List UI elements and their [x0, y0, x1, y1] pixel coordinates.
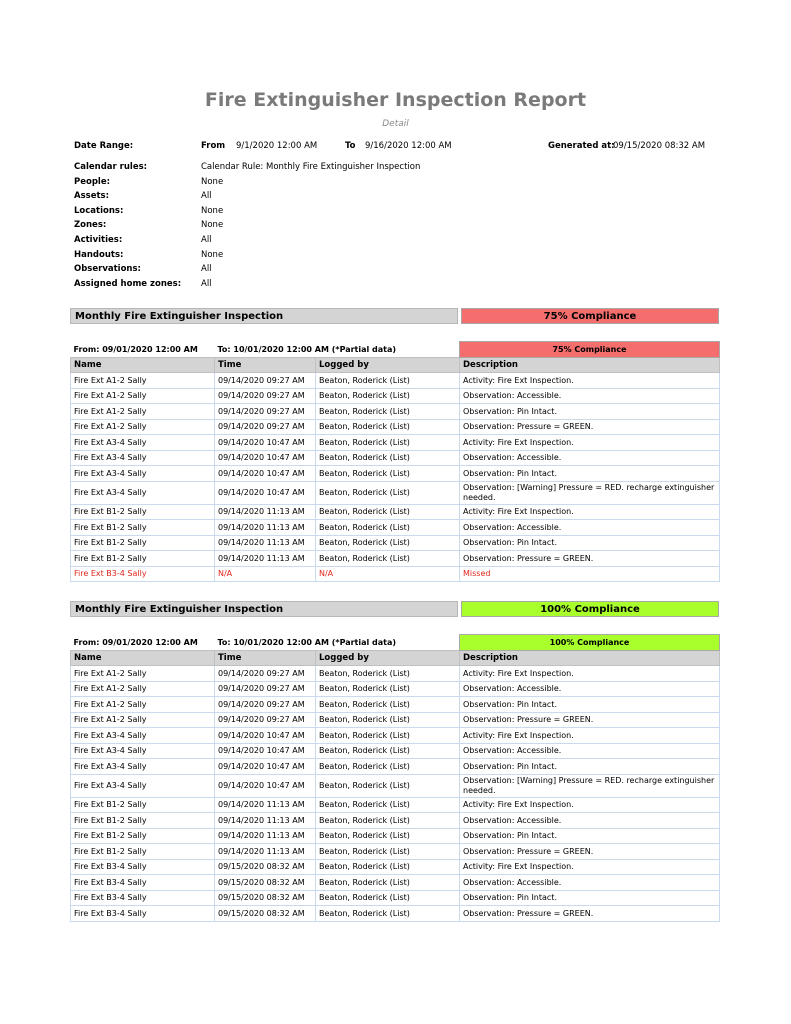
inspection-table	[70, 341, 720, 582]
section-title-bar: Monthly Fire Extinguisher Inspection	[70, 308, 458, 324]
cell-name: Fire Ext A3-4 Sally	[71, 435, 215, 451]
cell-name: Fire Ext B1-2 Sally	[71, 813, 215, 829]
cell-description: Activity: Fire Ext Inspection.	[460, 728, 720, 744]
cell-time: N/A	[215, 566, 316, 582]
cell-description: Observation: Accessible.	[460, 813, 720, 829]
cell-description: Activity: Fire Ext Inspection.	[460, 373, 720, 389]
cell-logged-by: Beaton, Roderick (List)	[316, 504, 460, 520]
section-title-bar: Monthly Fire Extinguisher Inspection	[70, 601, 458, 617]
from-label: From	[201, 141, 226, 151]
cell-name: Fire Ext B1-2 Sally	[71, 535, 215, 551]
cell-name: Fire Ext B3-4 Sally	[71, 859, 215, 875]
cell-description: Observation: Pressure = GREEN.	[460, 712, 720, 728]
cell-description: Observation: Accessible.	[460, 743, 720, 759]
range-from: From: 09/01/2020 12:00 AM	[73, 344, 198, 354]
filter-label: Handouts:	[74, 249, 124, 260]
cell-description: Observation: [Warning] Pressure = RED. recharge extinguisher needed.	[460, 774, 720, 797]
report-subtitle: Detail	[382, 119, 409, 129]
cell-logged-by: Beaton, Roderick (List)	[316, 388, 460, 404]
range-to: To: 10/01/2020 12:00 AM (*Partial data)	[217, 637, 397, 647]
date-range-label: Date Range:	[74, 141, 134, 151]
column-header: Time	[215, 651, 316, 666]
generated-label: Generated at:	[548, 141, 615, 151]
cell-logged-by: Beaton, Roderick (List)	[316, 450, 460, 466]
cell-description: Activity: Fire Ext Inspection.	[460, 859, 720, 875]
cell-logged-by: Beaton, Roderick (List)	[316, 906, 460, 922]
cell-description: Activity: Fire Ext Inspection.	[460, 435, 720, 451]
range-from: From: 09/01/2020 12:00 AM	[73, 637, 198, 647]
cell-logged-by: Beaton, Roderick (List)	[316, 828, 460, 844]
cell-logged-by: Beaton, Roderick (List)	[316, 859, 460, 875]
cell-name: Fire Ext A3-4 Sally	[71, 743, 215, 759]
cell-logged-by: Beaton, Roderick (List)	[316, 697, 460, 713]
date-range-row	[71, 342, 720, 358]
cell-description: Activity: Fire Ext Inspection.	[460, 504, 720, 520]
cell-time: 09/14/2020 09:27 AM	[215, 373, 316, 389]
compliance-badge: 75% Compliance	[461, 308, 719, 324]
cell-logged-by: Beaton, Roderick (List)	[316, 681, 460, 697]
cell-description: Observation: Pressure = GREEN.	[460, 551, 720, 567]
cell-description: Observation: Accessible.	[460, 388, 720, 404]
cell-time: 09/14/2020 11:13 AM	[215, 844, 316, 860]
table-row	[71, 504, 720, 520]
table-row	[71, 373, 720, 389]
cell-time: 09/14/2020 11:13 AM	[215, 535, 316, 551]
cell-description: Observation: Accessible.	[460, 520, 720, 536]
generated-value: 09/15/2020 08:32 AM	[613, 141, 706, 151]
cell-logged-by: Beaton, Roderick (List)	[316, 759, 460, 775]
table-row	[71, 813, 720, 829]
column-header: Description	[460, 651, 720, 666]
cell-logged-by: Beaton, Roderick (List)	[316, 743, 460, 759]
date-range-row	[71, 635, 720, 651]
cell-logged-by: Beaton, Roderick (List)	[316, 535, 460, 551]
column-header: Name	[71, 651, 215, 666]
table-row	[71, 435, 720, 451]
cell-time: 09/14/2020 09:27 AM	[215, 712, 316, 728]
filter-label: Assets:	[74, 191, 109, 202]
cell-logged-by: Beaton, Roderick (List)	[316, 890, 460, 906]
cell-description: Observation: Pin Intact.	[460, 404, 720, 420]
cell-description: Observation: Accessible.	[460, 450, 720, 466]
cell-time: 09/15/2020 08:32 AM	[215, 859, 316, 875]
table-row	[71, 566, 720, 582]
cell-time: 09/14/2020 09:27 AM	[215, 697, 316, 713]
table-header-row	[71, 358, 720, 373]
cell-time: 09/14/2020 11:13 AM	[215, 813, 316, 829]
filter-value: All	[201, 191, 212, 202]
cell-time: 09/15/2020 08:32 AM	[215, 890, 316, 906]
cell-name: Fire Ext B1-2 Sally	[71, 520, 215, 536]
cell-description: Missed	[460, 566, 720, 582]
filter-value: None	[201, 176, 224, 187]
cell-name: Fire Ext B3-4 Sally	[71, 890, 215, 906]
cell-name: Fire Ext A3-4 Sally	[71, 759, 215, 775]
cell-description: Observation: Pin Intact.	[460, 828, 720, 844]
column-header: Name	[71, 358, 215, 373]
cell-time: 09/14/2020 11:13 AM	[215, 828, 316, 844]
cell-time: 09/14/2020 09:27 AM	[215, 404, 316, 420]
cell-name: Fire Ext B1-2 Sally	[71, 551, 215, 567]
filter-value: All	[201, 278, 212, 289]
filter-label: Calendar rules:	[74, 162, 148, 172]
table-row	[71, 906, 720, 922]
cell-time: 09/14/2020 10:47 AM	[215, 435, 316, 451]
cell-logged-by: Beaton, Roderick (List)	[316, 419, 460, 435]
table-row	[71, 875, 720, 891]
cell-name: Fire Ext B3-4 Sally	[71, 906, 215, 922]
table-row	[71, 450, 720, 466]
table-row	[71, 890, 720, 906]
report-title: Fire Extinguisher Inspection Report	[204, 89, 587, 111]
cell-name: Fire Ext B1-2 Sally	[71, 844, 215, 860]
cell-name: Fire Ext A1-2 Sally	[71, 388, 215, 404]
cell-time: 09/14/2020 11:13 AM	[215, 797, 316, 813]
cell-logged-by: Beaton, Roderick (List)	[316, 373, 460, 389]
cell-time: 09/14/2020 10:47 AM	[215, 759, 316, 775]
table-row	[71, 712, 720, 728]
filter-value: All	[201, 235, 212, 245]
cell-logged-by: Beaton, Roderick (List)	[316, 520, 460, 536]
cell-time: 09/14/2020 11:13 AM	[215, 520, 316, 536]
cell-name: Fire Ext A3-4 Sally	[71, 774, 215, 797]
cell-name: Fire Ext A1-2 Sally	[71, 681, 215, 697]
filter-label: Observations:	[74, 264, 141, 275]
range-compliance-badge: 75% Compliance	[460, 342, 720, 358]
cell-description: Observation: Pin Intact.	[460, 890, 720, 906]
cell-name: Fire Ext B1-2 Sally	[71, 828, 215, 844]
filter-value: None	[201, 220, 224, 231]
cell-time: 09/14/2020 10:47 AM	[215, 450, 316, 466]
to-label: To	[345, 141, 356, 151]
table-row	[71, 681, 720, 697]
table-row	[71, 844, 720, 860]
table-row	[71, 697, 720, 713]
table-row	[71, 388, 720, 404]
cell-logged-by: N/A	[316, 566, 460, 582]
to-value: 9/16/2020 12:00 AM	[365, 141, 452, 151]
column-header: Logged by	[316, 358, 460, 373]
cell-logged-by: Beaton, Roderick (List)	[316, 875, 460, 891]
cell-description: Activity: Fire Ext Inspection.	[460, 797, 720, 813]
cell-time: 09/14/2020 11:13 AM	[215, 504, 316, 520]
cell-time: 09/14/2020 11:13 AM	[215, 551, 316, 567]
cell-logged-by: Beaton, Roderick (List)	[316, 666, 460, 682]
cell-logged-by: Beaton, Roderick (List)	[316, 404, 460, 420]
range-to: To: 10/01/2020 12:00 AM (*Partial data)	[217, 344, 397, 354]
table-row	[71, 774, 720, 797]
cell-description: Observation: Accessible.	[460, 875, 720, 891]
cell-time: 09/14/2020 10:47 AM	[215, 481, 316, 504]
cell-name: Fire Ext A3-4 Sally	[71, 466, 215, 482]
cell-logged-by: Beaton, Roderick (List)	[316, 728, 460, 744]
filter-label: Assigned home zones:	[74, 278, 182, 289]
cell-time: 09/14/2020 10:47 AM	[215, 728, 316, 744]
cell-name: Fire Ext A3-4 Sally	[71, 450, 215, 466]
cell-name: Fire Ext B3-4 Sally	[71, 566, 215, 582]
filter-value: None	[201, 249, 224, 260]
cell-logged-by: Beaton, Roderick (List)	[316, 435, 460, 451]
cell-time: 09/14/2020 09:27 AM	[215, 681, 316, 697]
range-compliance-badge: 100% Compliance	[460, 635, 720, 651]
filter-value: Calendar Rule: Monthly Fire Extinguisher Inspection	[201, 162, 421, 172]
from-value: 9/1/2020 12:00 AM	[236, 141, 318, 151]
cell-name: Fire Ext A1-2 Sally	[71, 712, 215, 728]
cell-description: Observation: Pin Intact.	[460, 759, 720, 775]
cell-name: Fire Ext B1-2 Sally	[71, 504, 215, 520]
cell-description: Observation: Pressure = GREEN.	[460, 419, 720, 435]
table-row	[71, 759, 720, 775]
filter-label: Zones:	[74, 220, 107, 231]
table-row	[71, 859, 720, 875]
table-row	[71, 828, 720, 844]
table-row	[71, 743, 720, 759]
cell-time: 09/14/2020 09:27 AM	[215, 666, 316, 682]
cell-time: 09/15/2020 08:32 AM	[215, 906, 316, 922]
filter-value: None	[201, 205, 224, 216]
cell-name: Fire Ext A3-4 Sally	[71, 481, 215, 504]
table-row	[71, 666, 720, 682]
inspection-table	[70, 634, 720, 922]
cell-logged-by: Beaton, Roderick (List)	[316, 813, 460, 829]
cell-name: Fire Ext A1-2 Sally	[71, 666, 215, 682]
cell-name: Fire Ext A1-2 Sally	[71, 373, 215, 389]
cell-description: Observation: [Warning] Pressure = RED. recharge extinguisher needed.	[460, 481, 720, 504]
cell-logged-by: Beaton, Roderick (List)	[316, 797, 460, 813]
filter-label: Activities:	[74, 235, 123, 245]
table-row	[71, 728, 720, 744]
cell-description: Observation: Pressure = GREEN.	[460, 906, 720, 922]
compliance-badge: 100% Compliance	[461, 601, 719, 617]
table-row	[71, 797, 720, 813]
cell-time: 09/14/2020 10:47 AM	[215, 743, 316, 759]
cell-time: 09/14/2020 10:47 AM	[215, 774, 316, 797]
cell-description: Observation: Pin Intact.	[460, 466, 720, 482]
cell-name: Fire Ext B1-2 Sally	[71, 797, 215, 813]
cell-time: 09/14/2020 09:27 AM	[215, 388, 316, 404]
cell-name: Fire Ext B3-4 Sally	[71, 875, 215, 891]
cell-description: Observation: Pressure = GREEN.	[460, 844, 720, 860]
table-row	[71, 466, 720, 482]
table-row	[71, 551, 720, 567]
cell-time: 09/15/2020 08:32 AM	[215, 875, 316, 891]
table-row	[71, 481, 720, 504]
table-row	[71, 419, 720, 435]
cell-logged-by: Beaton, Roderick (List)	[316, 712, 460, 728]
table-row	[71, 404, 720, 420]
cell-logged-by: Beaton, Roderick (List)	[316, 774, 460, 797]
cell-description: Activity: Fire Ext Inspection.	[460, 666, 720, 682]
cell-description: Observation: Pin Intact.	[460, 535, 720, 551]
filter-label: Locations:	[74, 205, 124, 216]
cell-name: Fire Ext A1-2 Sally	[71, 697, 215, 713]
column-header: Logged by	[316, 651, 460, 666]
column-header: Description	[460, 358, 720, 373]
cell-time: 09/14/2020 10:47 AM	[215, 466, 316, 482]
cell-description: Observation: Accessible.	[460, 681, 720, 697]
table-row	[71, 520, 720, 536]
cell-name: Fire Ext A1-2 Sally	[71, 404, 215, 420]
cell-time: 09/14/2020 09:27 AM	[215, 419, 316, 435]
cell-logged-by: Beaton, Roderick (List)	[316, 551, 460, 567]
cell-logged-by: Beaton, Roderick (List)	[316, 481, 460, 504]
filter-label: People:	[74, 176, 110, 187]
table-header-row	[71, 651, 720, 666]
cell-logged-by: Beaton, Roderick (List)	[316, 466, 460, 482]
table-row	[71, 535, 720, 551]
column-header: Time	[215, 358, 316, 373]
cell-name: Fire Ext A3-4 Sally	[71, 728, 215, 744]
cell-logged-by: Beaton, Roderick (List)	[316, 844, 460, 860]
cell-name: Fire Ext A1-2 Sally	[71, 419, 215, 435]
cell-description: Observation: Pin Intact.	[460, 697, 720, 713]
filter-value: All	[201, 264, 212, 275]
